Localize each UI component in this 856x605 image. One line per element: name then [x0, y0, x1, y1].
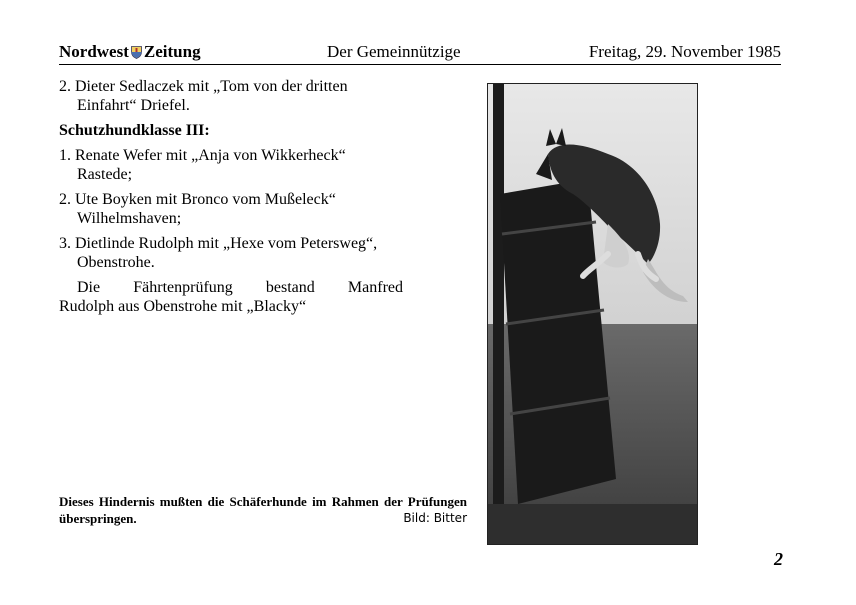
result-entry: 2. Ute Boyken mit Bronco vom Mußeleck“ Wilhelmshaven;: [59, 191, 336, 227]
section-title: Der Gemeinnützige: [327, 42, 461, 61]
newspaper-name-part2: Zeitung: [143, 42, 201, 61]
caption-text: Dieses Hindernis mußten die Schäferhunde im Rahmen der Prüfungen überspringen.: [59, 494, 467, 526]
photo-illustration: [488, 84, 698, 545]
crest-icon: [131, 46, 142, 59]
closing-line-1: Die Fährtenprüfung bestand Manfred: [77, 279, 403, 296]
photo-caption: [59, 493, 467, 527]
closing-line-2: Rudolph aus Obenstrohe mit „Blacky“: [59, 298, 307, 315]
newspaper-name-part1: Nordwest: [59, 42, 129, 61]
newspaper-name: [59, 42, 201, 62]
result-entry: 1. Renate Wefer mit „Anja von Wikkerheck“ Rastede;: [59, 147, 346, 183]
page-header: [59, 42, 781, 65]
class-heading: Schutzhundklasse III:: [59, 122, 210, 139]
article-body: [59, 77, 403, 316]
closing-paragraph: [59, 278, 403, 316]
result-entry: 2. Dieter Sedlaczek mit „Tom von der dritten Einfahrt“ Driefel.: [59, 78, 348, 114]
dog-jump-photo: [487, 83, 698, 545]
page-number: 2: [774, 549, 783, 569]
photo-credit: Bild: Bitter: [403, 511, 467, 525]
issue-date: Freitag, 29. November 1985: [588, 42, 781, 61]
result-entry: 3. Dietlinde Rudolph mit „Hexe vom Petersweg“, Obenstrohe.: [59, 235, 378, 271]
